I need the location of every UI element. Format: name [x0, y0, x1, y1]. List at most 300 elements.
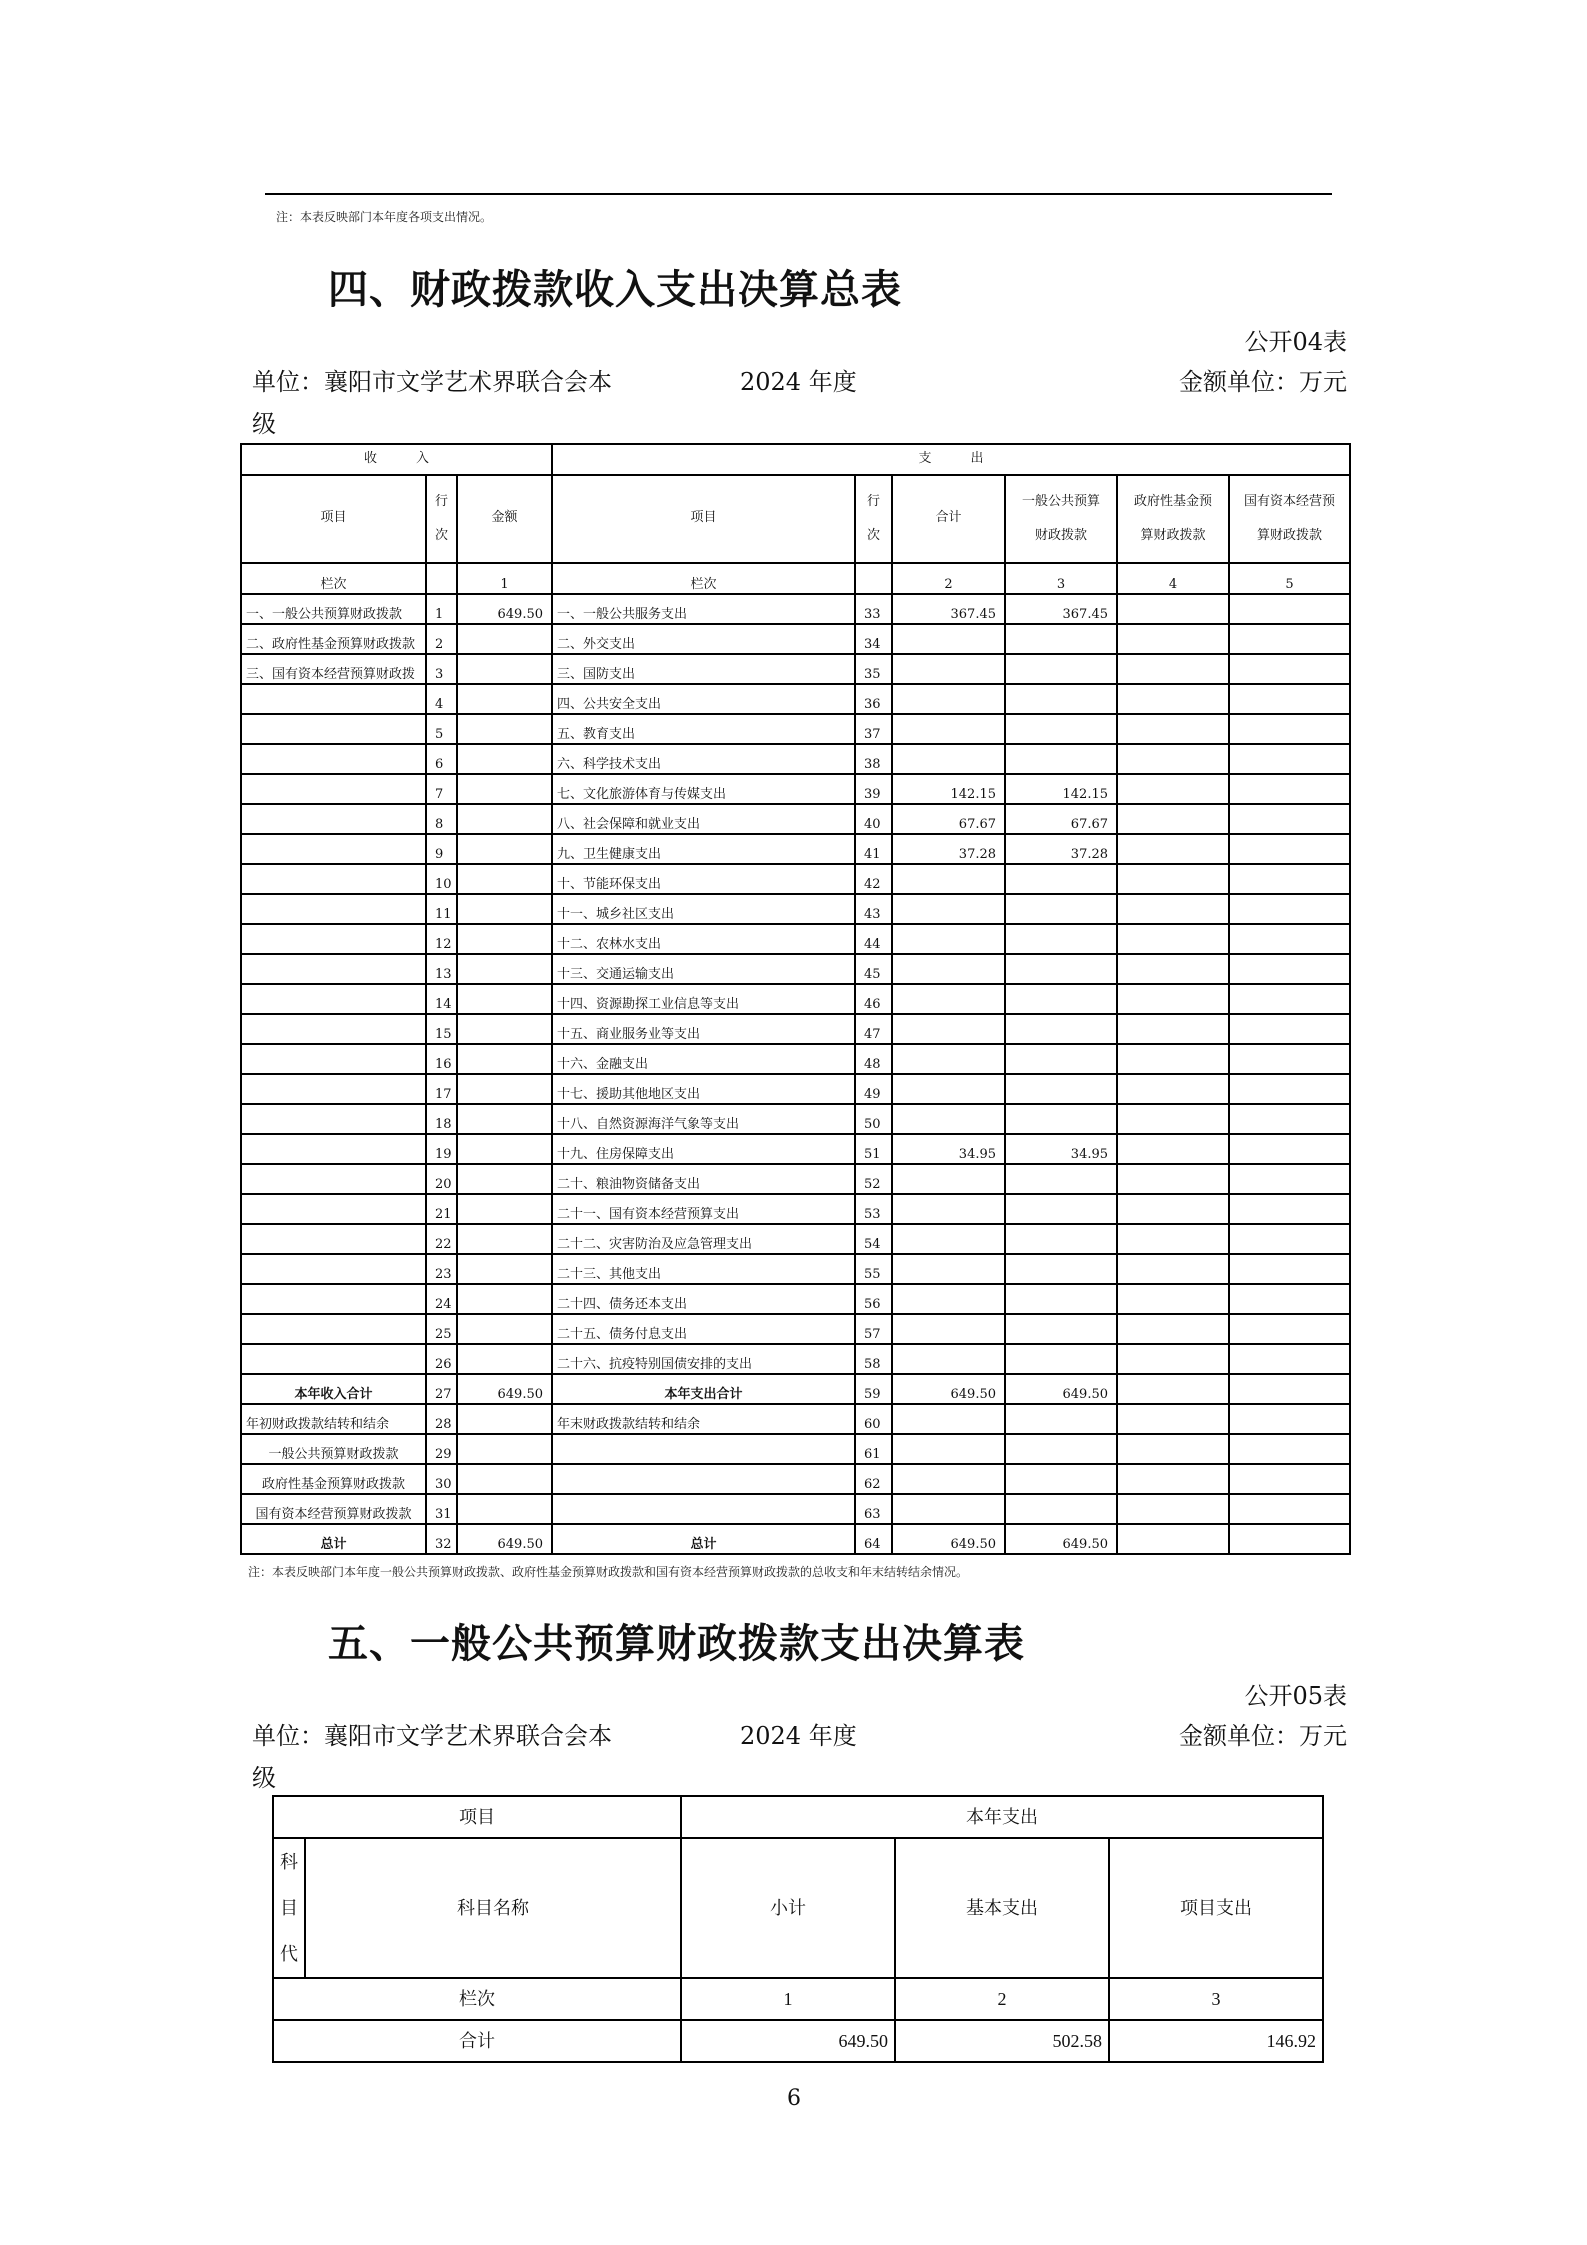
income-row-no-cell: 18	[426, 1104, 457, 1134]
general-budget-cell	[1005, 1344, 1117, 1374]
total-cell	[892, 1314, 1005, 1344]
expense-row-no-cell: 40	[855, 804, 892, 834]
expense-item-cell	[552, 1434, 855, 1464]
total-cell	[892, 1014, 1005, 1044]
income-amount-cell	[457, 1344, 552, 1374]
section4-unit: 单位：襄阳市文学艺术界联合会本	[252, 368, 612, 396]
income-amount-cell	[457, 1494, 552, 1524]
general-budget-cell	[1005, 1014, 1117, 1044]
expense-row-no-cell: 58	[855, 1344, 892, 1374]
total-cell	[892, 1404, 1005, 1434]
state-capital-cell	[1229, 1044, 1350, 1074]
expense-row-no-cell: 56	[855, 1284, 892, 1314]
total-cell	[892, 984, 1005, 1014]
general-budget-cell	[1005, 1404, 1117, 1434]
column-number-3: 3	[1109, 1978, 1323, 2020]
income-item-header: 项目	[241, 475, 426, 563]
income-row-no-cell: 24	[426, 1284, 457, 1314]
expense-row-no-cell: 52	[855, 1164, 892, 1194]
table-row	[241, 1164, 1350, 1194]
state-capital-cell	[1229, 1014, 1350, 1044]
section5-table-code: 公开05表	[1244, 1682, 1347, 1710]
section5-unit: 单位：襄阳市文学艺术界联合会本	[252, 1722, 612, 1750]
state-capital-header: 国有资本经营预算财政拨款	[1229, 475, 1350, 563]
income-item-cell: 一、一般公共预算财政拨款	[241, 594, 426, 624]
total-cell	[892, 1344, 1005, 1374]
section4-year: 2024 年度	[740, 368, 857, 396]
expense-item-cell: 十九、住房保障支出	[552, 1134, 855, 1164]
income-row-no-cell: 16	[426, 1044, 457, 1074]
income-amount-cell	[457, 1194, 552, 1224]
general-budget-cell	[1005, 984, 1117, 1014]
general-budget-cell	[1005, 654, 1117, 684]
expense-item-cell: 八、社会保障和就业支出	[552, 804, 855, 834]
expense-item-cell: 六、科学技术支出	[552, 744, 855, 774]
fund-budget-cell	[1117, 1254, 1229, 1284]
total-cell	[892, 1104, 1005, 1134]
column-label: 栏次	[273, 1978, 681, 2020]
expense-item-cell: 总计	[552, 1524, 855, 1554]
state-capital-cell	[1229, 1494, 1350, 1524]
general-budget-cell	[1005, 954, 1117, 984]
expense-item-cell: 十五、商业服务业等支出	[552, 1014, 855, 1044]
fund-budget-cell	[1117, 1074, 1229, 1104]
total-cell	[892, 924, 1005, 954]
column-number-1: 1	[681, 1978, 895, 2020]
income-amount-cell	[457, 864, 552, 894]
total-cell: 67.67	[892, 804, 1005, 834]
state-capital-cell	[1229, 954, 1350, 984]
expense-item-cell: 二十六、抗疫特别国债安排的支出	[552, 1344, 855, 1374]
basic-expense-header: 基本支出	[895, 1838, 1109, 1978]
expense-row-no-cell: 35	[855, 654, 892, 684]
income-row-no-cell: 15	[426, 1014, 457, 1044]
fund-budget-cell	[1117, 1494, 1229, 1524]
income-row-no-cell: 28	[426, 1404, 457, 1434]
total-cell: 34.95	[892, 1134, 1005, 1164]
table-row	[241, 954, 1350, 984]
total-cell	[892, 1074, 1005, 1104]
fund-budget-cell	[1117, 1194, 1229, 1224]
total-cell	[892, 744, 1005, 774]
general-budget-cell: 142.15	[1005, 774, 1117, 804]
state-capital-cell	[1229, 1224, 1350, 1254]
total-cell	[892, 894, 1005, 924]
income-row-no-cell: 12	[426, 924, 457, 954]
fund-budget-cell	[1117, 594, 1229, 624]
general-budget-cell	[1005, 1194, 1117, 1224]
income-row-no-cell: 3	[426, 654, 457, 684]
expense-header: 支 出	[552, 444, 1350, 475]
general-budget-cell	[1005, 1164, 1117, 1194]
section4-unit-continued: 级	[252, 410, 276, 438]
fund-budget-cell	[1117, 1524, 1229, 1554]
expense-item-cell: 七、文化旅游体育与传媒支出	[552, 774, 855, 804]
income-row-no-cell: 8	[426, 804, 457, 834]
fund-budget-cell	[1117, 1434, 1229, 1464]
income-amount-cell	[457, 1284, 552, 1314]
expense-item-cell: 十三、交通运输支出	[552, 954, 855, 984]
table-row	[241, 774, 1350, 804]
state-capital-cell	[1229, 1284, 1350, 1314]
income-amount-cell	[457, 1044, 552, 1074]
total-cell	[892, 1224, 1005, 1254]
general-budget-expense-table	[272, 1795, 1324, 2063]
expense-item-cell: 一、一般公共服务支出	[552, 594, 855, 624]
expense-row-no-cell: 62	[855, 1464, 892, 1494]
expense-item-cell: 十、节能环保支出	[552, 864, 855, 894]
income-amount-cell: 649.50	[457, 1374, 552, 1404]
expense-row-no-cell: 36	[855, 684, 892, 714]
state-capital-cell	[1229, 1524, 1350, 1554]
expense-row-no-cell: 43	[855, 894, 892, 924]
income-row-no-cell: 9	[426, 834, 457, 864]
state-capital-cell	[1229, 1074, 1350, 1104]
table-row	[241, 984, 1350, 1014]
general-budget-cell	[1005, 1074, 1117, 1104]
total-cell: 649.50	[892, 1524, 1005, 1554]
state-capital-cell	[1229, 804, 1350, 834]
expense-item-cell: 本年支出合计	[552, 1374, 855, 1404]
income-row-no-cell: 17	[426, 1074, 457, 1104]
fund-budget-cell	[1117, 744, 1229, 774]
general-budget-cell	[1005, 1464, 1117, 1494]
total-cell: 649.50	[892, 1374, 1005, 1404]
section4-title: 四、财政拨款收入支出决算总表	[328, 267, 902, 313]
section5-title: 五、一般公共预算财政拨款支出决算表	[328, 1621, 1025, 1667]
state-capital-cell	[1229, 864, 1350, 894]
income-item-cell	[241, 1254, 426, 1284]
total-basic-value: 502.58	[895, 2020, 1109, 2062]
income-item-cell	[241, 1044, 426, 1074]
income-item-cell: 一般公共预算财政拨款	[241, 1434, 426, 1464]
income-row-no-column-label	[426, 563, 457, 594]
table-row	[241, 624, 1350, 654]
table-row	[241, 744, 1350, 774]
total-cell	[892, 954, 1005, 984]
column-number-3: 3	[1005, 563, 1117, 594]
income-amount-cell	[457, 1224, 552, 1254]
income-item-cell	[241, 864, 426, 894]
expense-row-no-cell: 45	[855, 954, 892, 984]
general-budget-cell	[1005, 924, 1117, 954]
table-row	[241, 1044, 1350, 1074]
expense-item-cell: 年末财政拨款结转和结余	[552, 1404, 855, 1434]
table-row	[241, 1284, 1350, 1314]
fund-budget-cell	[1117, 924, 1229, 954]
income-row-no-cell: 5	[426, 714, 457, 744]
income-row-no-cell: 26	[426, 1344, 457, 1374]
expense-row-no-cell: 59	[855, 1374, 892, 1404]
fund-budget-cell	[1117, 804, 1229, 834]
state-capital-cell	[1229, 1164, 1350, 1194]
income-item-cell: 总计	[241, 1524, 426, 1554]
income-amount-cell	[457, 744, 552, 774]
income-row-no-cell: 27	[426, 1374, 457, 1404]
general-budget-cell: 67.67	[1005, 804, 1117, 834]
expense-row-no-cell: 57	[855, 1314, 892, 1344]
total-cell	[892, 1284, 1005, 1314]
income-row-no-cell: 13	[426, 954, 457, 984]
expense-row-no-cell: 38	[855, 744, 892, 774]
income-amount-cell	[457, 834, 552, 864]
income-item-cell: 年初财政拨款结转和结余	[241, 1404, 426, 1434]
expense-item-cell: 二十二、灾害防治及应急管理支出	[552, 1224, 855, 1254]
expense-row-no-header: 行次	[855, 475, 892, 563]
income-item-cell	[241, 684, 426, 714]
expense-item-cell: 二十一、国有资本经营预算支出	[552, 1194, 855, 1224]
general-budget-cell	[1005, 1494, 1117, 1524]
expense-row-no-cell: 46	[855, 984, 892, 1014]
fiscal-appropriation-summary-table	[240, 443, 1351, 1555]
top-rule	[265, 193, 1332, 195]
income-row-no-cell: 14	[426, 984, 457, 1014]
income-amount-cell	[457, 624, 552, 654]
table-row	[241, 1524, 1350, 1554]
general-budget-cell	[1005, 1254, 1117, 1284]
income-row-no-cell: 4	[426, 684, 457, 714]
income-item-cell	[241, 1284, 426, 1314]
income-amount-cell	[457, 1014, 552, 1044]
income-amount-cell	[457, 1314, 552, 1344]
state-capital-cell	[1229, 1254, 1350, 1284]
income-row-no-cell: 10	[426, 864, 457, 894]
general-budget-cell	[1005, 744, 1117, 774]
section4-currency: 金额单位：万元	[1179, 368, 1347, 396]
total-cell	[892, 1044, 1005, 1074]
expense-item-cell: 十七、援助其他地区支出	[552, 1074, 855, 1104]
expense-row-no-cell: 63	[855, 1494, 892, 1524]
total-subtotal-value: 649.50	[681, 2020, 895, 2062]
expense-item-cell: 九、卫生健康支出	[552, 834, 855, 864]
table-row	[241, 654, 1350, 684]
income-row-no-cell: 32	[426, 1524, 457, 1554]
expense-item-cell: 三、国防支出	[552, 654, 855, 684]
state-capital-cell	[1229, 654, 1350, 684]
table-row	[241, 1074, 1350, 1104]
income-item-cell: 政府性基金预算财政拨款	[241, 1464, 426, 1494]
income-item-cell	[241, 774, 426, 804]
income-row-no-cell: 31	[426, 1494, 457, 1524]
income-row-no-cell: 2	[426, 624, 457, 654]
expense-row-no-column-label	[855, 563, 892, 594]
section4-note: 注：本表反映部门本年度一般公共预算财政拨款、政府性基金预算财政拨款和国有资本经营预算财政拨款的总收支和年末结转结余情况。	[248, 1565, 969, 1579]
table-row	[241, 1404, 1350, 1434]
general-budget-header: 一般公共预算财政拨款	[1005, 475, 1117, 563]
table-row	[241, 1104, 1350, 1134]
general-budget-cell	[1005, 894, 1117, 924]
income-amount-cell	[457, 1254, 552, 1284]
income-amount-cell	[457, 894, 552, 924]
fund-budget-cell	[1117, 624, 1229, 654]
income-row-no-cell: 7	[426, 774, 457, 804]
income-amount-cell	[457, 1404, 552, 1434]
state-capital-cell	[1229, 1464, 1350, 1494]
income-amount-cell	[457, 804, 552, 834]
expense-row-no-cell: 47	[855, 1014, 892, 1044]
expense-row-no-cell: 44	[855, 924, 892, 954]
income-column-label: 栏次	[241, 563, 426, 594]
expense-item-cell: 十四、资源勘探工业信息等支出	[552, 984, 855, 1014]
income-amount-header: 金额	[457, 475, 552, 563]
expense-row-no-cell: 61	[855, 1434, 892, 1464]
total-row-label: 合计	[273, 2020, 681, 2062]
income-item-cell: 三、国有资本经营预算财政拨	[241, 654, 426, 684]
expense-item-cell: 二十五、债务付息支出	[552, 1314, 855, 1344]
income-amount-cell	[457, 924, 552, 954]
general-budget-cell: 649.50	[1005, 1374, 1117, 1404]
section5-currency: 金额单位：万元	[1179, 1722, 1347, 1750]
total-project-value: 146.92	[1109, 2020, 1323, 2062]
expense-item-cell: 十二、农林水支出	[552, 924, 855, 954]
state-capital-cell	[1229, 714, 1350, 744]
state-capital-cell	[1229, 1374, 1350, 1404]
income-item-cell	[241, 744, 426, 774]
income-row-no-cell: 21	[426, 1194, 457, 1224]
total-header: 合计	[892, 475, 1005, 563]
general-budget-cell	[1005, 1284, 1117, 1314]
general-budget-cell	[1005, 1044, 1117, 1074]
income-item-cell: 二、政府性基金预算财政拨款	[241, 624, 426, 654]
expense-row-no-cell: 53	[855, 1194, 892, 1224]
expense-row-no-cell: 39	[855, 774, 892, 804]
total-cell: 37.28	[892, 834, 1005, 864]
general-budget-cell	[1005, 684, 1117, 714]
section5-year: 2024 年度	[740, 1722, 857, 1750]
fund-budget-cell	[1117, 864, 1229, 894]
income-item-cell: 本年收入合计	[241, 1374, 426, 1404]
expense-row-no-cell: 64	[855, 1524, 892, 1554]
income-item-cell	[241, 1164, 426, 1194]
income-item-cell	[241, 1194, 426, 1224]
income-amount-cell	[457, 1134, 552, 1164]
fund-budget-cell	[1117, 774, 1229, 804]
subject-name-header: 科目名称	[305, 1838, 681, 1978]
table-row	[241, 1434, 1350, 1464]
income-item-cell	[241, 804, 426, 834]
expense-item-cell	[552, 1464, 855, 1494]
total-cell	[892, 1194, 1005, 1224]
previous-table-note: 注：本表反映部门本年度各项支出情况。	[276, 210, 493, 224]
income-row-no-cell: 19	[426, 1134, 457, 1164]
general-budget-cell: 34.95	[1005, 1134, 1117, 1164]
expense-item-cell: 二十三、其他支出	[552, 1254, 855, 1284]
income-item-cell	[241, 834, 426, 864]
income-item-cell	[241, 924, 426, 954]
fund-budget-cell	[1117, 714, 1229, 744]
table-row	[241, 714, 1350, 744]
income-item-cell	[241, 1134, 426, 1164]
income-item-cell	[241, 1314, 426, 1344]
state-capital-cell	[1229, 834, 1350, 864]
fund-budget-cell	[1117, 1404, 1229, 1434]
income-item-cell	[241, 954, 426, 984]
expense-item-cell	[552, 1494, 855, 1524]
table-row	[241, 1254, 1350, 1284]
fund-budget-cell	[1117, 954, 1229, 984]
fund-budget-cell	[1117, 1344, 1229, 1374]
table-row	[241, 684, 1350, 714]
income-row-no-cell: 11	[426, 894, 457, 924]
state-capital-cell	[1229, 1404, 1350, 1434]
item-header: 项目	[273, 1796, 681, 1838]
state-capital-cell	[1229, 594, 1350, 624]
general-budget-cell	[1005, 864, 1117, 894]
table-row	[241, 1374, 1350, 1404]
income-row-no-cell: 30	[426, 1464, 457, 1494]
table-row	[241, 1224, 1350, 1254]
fund-budget-cell	[1117, 1044, 1229, 1074]
income-row-no-cell: 29	[426, 1434, 457, 1464]
expense-row-no-cell: 49	[855, 1074, 892, 1104]
income-amount-cell	[457, 1104, 552, 1134]
fund-budget-cell	[1117, 1314, 1229, 1344]
expense-row-no-cell: 54	[855, 1224, 892, 1254]
income-item-cell	[241, 1104, 426, 1134]
table-row	[241, 894, 1350, 924]
income-amount-cell	[457, 1164, 552, 1194]
total-cell	[892, 654, 1005, 684]
fund-budget-cell	[1117, 1164, 1229, 1194]
expense-item-header: 项目	[552, 475, 855, 563]
income-amount-cell: 649.50	[457, 594, 552, 624]
table-row	[241, 1014, 1350, 1044]
expense-row-no-cell: 50	[855, 1104, 892, 1134]
fund-budget-cell	[1117, 1014, 1229, 1044]
income-amount-cell	[457, 774, 552, 804]
total-cell	[892, 714, 1005, 744]
total-cell	[892, 1254, 1005, 1284]
income-amount-cell	[457, 1434, 552, 1464]
table-row	[241, 594, 1350, 624]
table-row	[241, 1464, 1350, 1494]
state-capital-cell	[1229, 1344, 1350, 1374]
expense-row-no-cell: 60	[855, 1404, 892, 1434]
table-row	[241, 864, 1350, 894]
income-header: 收 入	[241, 444, 552, 475]
section4-table-code: 公开04表	[1244, 328, 1347, 356]
income-item-cell	[241, 1344, 426, 1374]
income-item-cell	[241, 1224, 426, 1254]
total-cell	[892, 1464, 1005, 1494]
income-item-cell	[241, 1014, 426, 1044]
project-expense-header: 项目支出	[1109, 1838, 1323, 1978]
general-budget-cell	[1005, 624, 1117, 654]
table-row	[241, 1314, 1350, 1344]
expense-item-cell: 二十、粮油物资储备支出	[552, 1164, 855, 1194]
state-capital-cell	[1229, 1314, 1350, 1344]
income-row-no-cell: 20	[426, 1164, 457, 1194]
expense-row-no-cell: 33	[855, 594, 892, 624]
current-expense-header: 本年支出	[681, 1796, 1323, 1838]
column-number-4: 4	[1117, 563, 1229, 594]
total-cell	[892, 1494, 1005, 1524]
table-row	[241, 1194, 1350, 1224]
general-budget-cell: 37.28	[1005, 834, 1117, 864]
income-row-no-cell: 22	[426, 1224, 457, 1254]
expense-item-cell: 二十四、债务还本支出	[552, 1284, 855, 1314]
expense-row-no-cell: 41	[855, 834, 892, 864]
general-budget-cell	[1005, 1104, 1117, 1134]
expense-column-label: 栏次	[552, 563, 855, 594]
general-budget-cell	[1005, 1434, 1117, 1464]
income-amount-cell	[457, 1464, 552, 1494]
expense-item-cell: 十六、金融支出	[552, 1044, 855, 1074]
expense-row-no-cell: 42	[855, 864, 892, 894]
income-item-cell	[241, 1074, 426, 1104]
income-row-no-cell: 23	[426, 1254, 457, 1284]
general-budget-cell: 367.45	[1005, 594, 1117, 624]
